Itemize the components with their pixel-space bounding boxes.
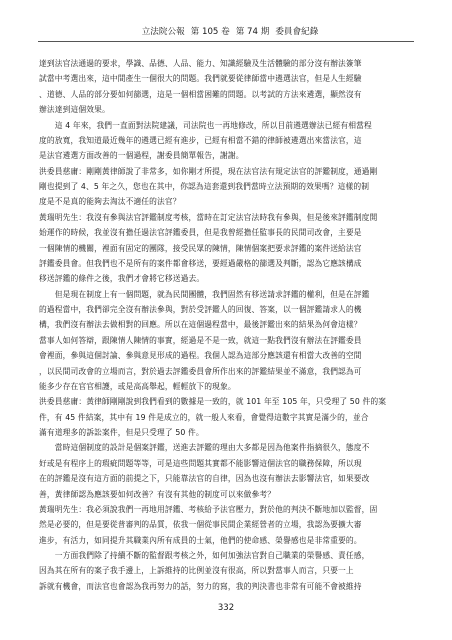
text-line: 洪委員慈庸：黃律師剛剛說到我們看到的數據是一致的，就 101 年至 105 年，只受理了 50 件的案 [39,397,387,407]
text-line: 好或是有程序上的瑕疵問題等等，可是這些問題其實都不能影響這個法官的職務保障，所以現 [39,458,362,468]
issue-number: 第 74 期 [235,27,270,37]
text-line: 然是必要的，但是要從普審判的品質，依我一個從事民間企業經營者的立場，我認為要擴大審 [39,520,362,530]
text-line: 一方面我們除了持續不斷的監督跟考核之外，如何加強法官對自己職業的榮譽感、責任感， [39,551,370,560]
text-line: 當事人如何答辯，跟陳情人陳情的事實，經過是不是一致，就這一點我們沒有辦法在評鑑委員 [39,335,362,345]
text-line: 試當中考選出來，這中間產生一個很大的問題。我們就要從律師當中遴選法官，但是人生經驗 [39,74,362,84]
text-line: 構，我們沒有辦法去做相對的回應。所以在這個過程當中，最後評鑑出來的結果為何會這樣？ [39,320,362,330]
document-body [39,56,412,594]
text-line: 一個陳情的機關，裡面有固定的團隊，接受民眾的陳情，陳情個案把要求評鑑的案件送給法官 [39,243,362,253]
text-line: 度的放寬，我知道最近幾年的遴選已經有進步，已經有相當不錯的律師被遴選出來當法官，這 [39,135,362,145]
text-line: 、道德、人品的部分要如何篩選，這是一個相當困難的問題。以考試的方法來遴選，顯然沒有 [39,89,362,99]
page-header [45,25,415,37]
text-line: 當時這個制度的設計是個案評鑑，送進去評鑑的理由大多都是因為他案件指摘很久，態度不 [39,443,370,453]
text-line: 洪委員慈庸：剛剛黃律師說了非常多，如你剛才所提，現在法官法有規定法官的評鑑制度，通過剛 [39,166,378,176]
text-line: 在的評鑑是沒有這方面的前提之下，只能靠法官的自律，因為也沒有辦法去影響法官，如果要改 [39,474,370,484]
text-line: 滿有道理多的訴訟案件，但是只受理了 50 件。 [39,428,204,437]
text-line: 達到法官法通過的要求，學識、品德、人品、能力、知識經驗及生活體驗的部分沒有辦法簽筆 [39,59,362,68]
text-line: 因為其在所有的案子我手邊上，上訴維持的比例並沒有很高，所以對當事人而言，只要一上 [39,566,354,576]
text-line: 評鑑委員會。但我們也不是所有的案件都會移送，要經過嚴格的篩選及判斷，認為它應該構成 [39,258,362,268]
header-rule [38,41,414,42]
text-line: 始運作的時候，我並沒有擔任過法官評鑑委員，但是我曾經擔任監事長的民間司改會，主要是 [39,228,362,238]
volume-number: 第 105 卷 [190,27,230,37]
text-line: 移送評鑑的條件之後，我們才會將它移送過去。 [39,274,205,284]
page-number: 332 [217,603,235,613]
text-line: 度是不是真的能夠去淘汰不適任的法官？ [39,197,181,207]
text-line: 能多少存在官官相護，或是高高舉起，輕輕放下的現象。 [39,381,236,391]
record-type: 委員會紀錄 [275,27,319,37]
text-line: 進步，有活力，如同提升其職業內所有成員的士氣，他們的使命感、榮譽感也是非常重要的。 [39,535,362,545]
text-line: 善，黃律師認為應該要如何改善？有沒有其他的制度可以來做參考？ [39,489,276,499]
text-line: 訴就有機會，而法官也會認為我再努力的話，努力的寫，我的判決書也非常有可能不會被維持 [39,581,362,591]
text-line: 是法官遴選方面改善的一個過程，謝委員簡單報告，謝謝。 [39,151,244,161]
text-line: 剛也提到了 4、5 年之久，您也在其中，你認為這套還到我們當時立法預期的效果嗎？這樣的制 [39,182,370,191]
text-line: 黃瑞明先生：我沒有參與法官評鑑制度考核，當時在訂定法官法時我有參與，但是後來評鑑制度開 [39,212,378,222]
text-line: 的過程當中，我們卻完全沒有辦法參與，對於受評鑑人的回復、答案，以一個評鑑請求人的機 [39,305,362,314]
gazette-title: 立法院公報 [141,27,185,37]
text-line: 辦法達到這個效果。 [39,105,110,115]
text-line: 這 4 年來，我們一直面對法院建議，司法院也一再地修改，所以目前遴選辦法已經有相當程 [39,120,372,130]
text-line: 但是現在制度上有一個問題，就為民間團體，我們固然有移送請求評鑑的權利，但是在評鑑 [39,289,370,299]
text-line: 會裡面，參與這個討論、參與意見形成的過程。我個人認為這部分應該還有相當大改善的空間 [39,351,362,361]
text-line: 件，有 45 件結案，其中有 19 件是成立的，就一般人來看，會覺得這數字其實是滿少的，並合 [39,412,369,422]
text-line: 黃瑞明先生：我必須說我們一再地用評鑑、考核給予法官壓力，對於他的判決不斷地加以監督，固 [39,504,378,514]
text-line: ，以民間司改會的立場而言，對於過去評鑑委員會所作出來的評鑑結果並不滿意，我們認為可 [39,366,362,376]
